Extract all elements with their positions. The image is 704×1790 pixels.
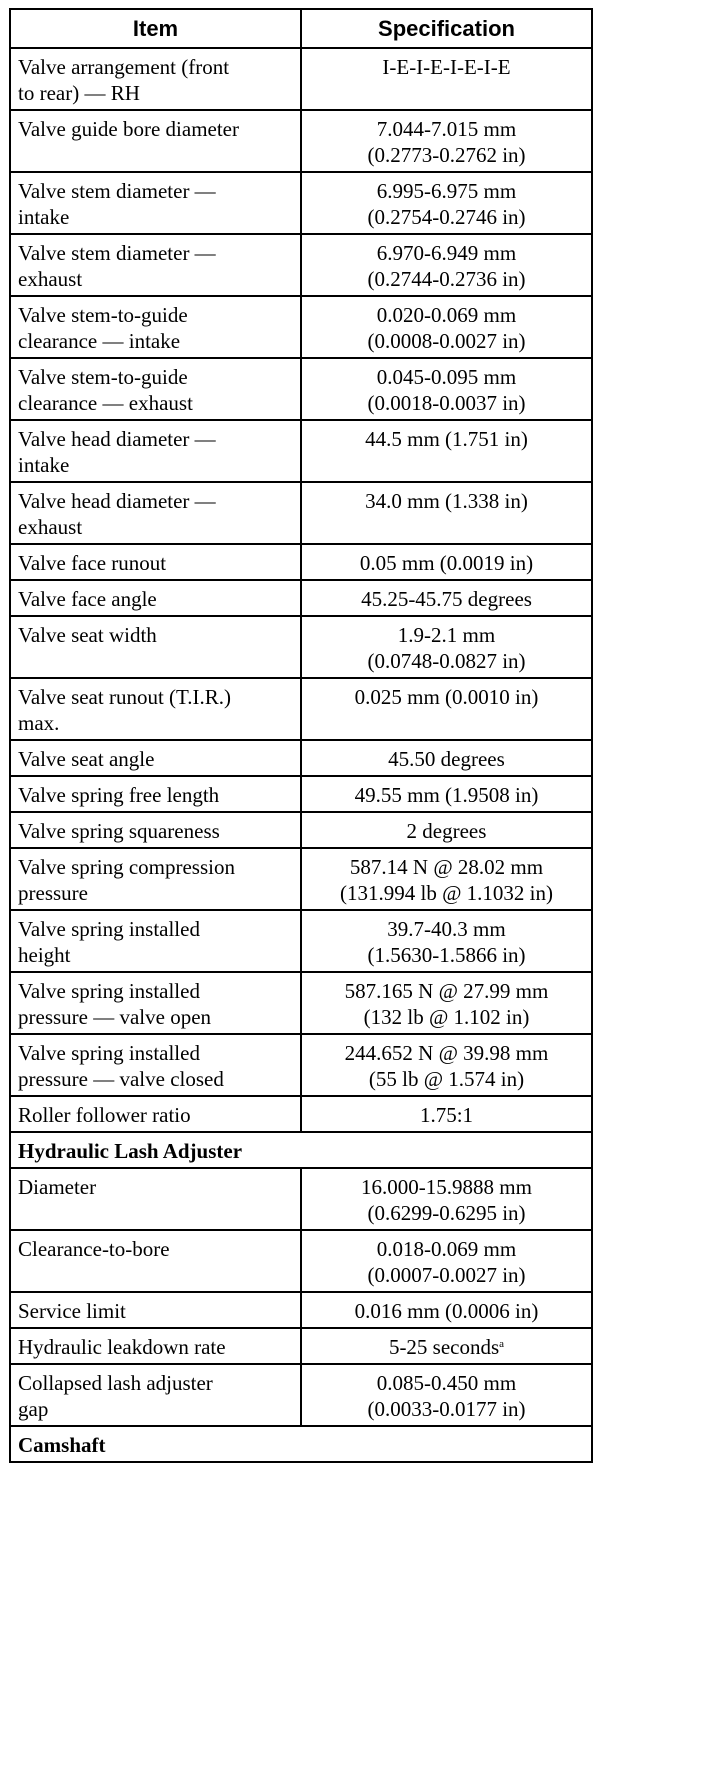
item-cell bbox=[10, 234, 301, 296]
spec-cell bbox=[301, 358, 592, 420]
item-text: gap bbox=[18, 1397, 49, 1421]
spec-value: 6.995-6.975 mm bbox=[376, 179, 517, 203]
spec-text bbox=[306, 1174, 587, 1200]
header-row bbox=[10, 9, 592, 48]
item-cell bbox=[10, 482, 301, 544]
item-cell bbox=[10, 1230, 301, 1292]
spec-value: (0.0007-0.0027 in) bbox=[367, 1263, 526, 1287]
item-cell bbox=[10, 812, 301, 848]
table-row bbox=[10, 1364, 592, 1426]
spec-value: 16.000-15.9888 mm bbox=[361, 1175, 532, 1199]
item-text: max. bbox=[18, 711, 60, 735]
table-row bbox=[10, 544, 592, 580]
spec-value: 0.016 mm (0.0006 in) bbox=[354, 1299, 539, 1323]
section-title: Camshaft bbox=[10, 1426, 592, 1462]
table-row bbox=[10, 1034, 592, 1096]
table-row bbox=[10, 812, 592, 848]
table-row bbox=[10, 358, 592, 420]
item-text: Valve stem diameter — bbox=[18, 179, 216, 203]
item-cell bbox=[10, 358, 301, 420]
spec-cell bbox=[301, 544, 592, 580]
spec-text bbox=[306, 116, 587, 142]
item-cell bbox=[10, 972, 301, 1034]
spec-text bbox=[306, 1102, 587, 1128]
item-text: Valve arrangement (front bbox=[18, 55, 230, 79]
item-cell bbox=[10, 1328, 301, 1364]
spec-text bbox=[306, 390, 587, 416]
footnote-marker: a bbox=[499, 1338, 505, 1350]
table-row bbox=[10, 1168, 592, 1230]
item-text: Valve seat width bbox=[18, 623, 157, 647]
spec-text bbox=[306, 426, 587, 452]
spec-cell bbox=[301, 482, 592, 544]
table-row bbox=[10, 848, 592, 910]
item-text: Clearance-to-bore bbox=[18, 1237, 170, 1261]
spec-text bbox=[306, 782, 587, 808]
spec-text bbox=[306, 648, 587, 674]
spec-text bbox=[306, 266, 587, 292]
spec-cell bbox=[301, 812, 592, 848]
spec-text bbox=[306, 54, 587, 80]
item-text: height bbox=[18, 943, 71, 967]
table-row bbox=[10, 172, 592, 234]
spec-value: (0.2773-0.2762 in) bbox=[367, 143, 526, 167]
item-text: to rear) — RH bbox=[18, 81, 140, 105]
spec-value: 0.085-0.450 mm bbox=[376, 1371, 517, 1395]
item-text: Valve stem diameter — bbox=[18, 241, 216, 265]
spec-cell bbox=[301, 234, 592, 296]
spec-text bbox=[306, 622, 587, 648]
table-row bbox=[10, 48, 592, 110]
table-row bbox=[10, 740, 592, 776]
spec-cell bbox=[301, 1096, 592, 1132]
item-cell bbox=[10, 420, 301, 482]
spec-value: (0.0018-0.0037 in) bbox=[367, 391, 526, 415]
item-cell bbox=[10, 1096, 301, 1132]
spec-value: I-E-I-E-I-E-I-E bbox=[382, 55, 511, 79]
spec-text bbox=[306, 364, 587, 390]
spec-value: 0.025 mm (0.0010 in) bbox=[354, 685, 539, 709]
spec-text bbox=[306, 302, 587, 328]
spec-text bbox=[306, 586, 587, 612]
spec-value: (0.6299-0.6295 in) bbox=[367, 1201, 526, 1225]
spec-text bbox=[306, 880, 587, 906]
table-row bbox=[10, 580, 592, 616]
table-row bbox=[10, 234, 592, 296]
section-title: Hydraulic Lash Adjuster bbox=[10, 1132, 592, 1168]
spec-text bbox=[306, 1200, 587, 1226]
spec-value: 7.044-7.015 mm bbox=[376, 117, 517, 141]
item-cell bbox=[10, 172, 301, 234]
spec-value: 0.018-0.069 mm bbox=[376, 1237, 517, 1261]
spec-text bbox=[306, 240, 587, 266]
item-cell bbox=[10, 776, 301, 812]
spec-value: (0.0033-0.0177 in) bbox=[367, 1397, 526, 1421]
spec-text bbox=[306, 746, 587, 772]
table-row bbox=[10, 482, 592, 544]
table-row bbox=[10, 678, 592, 740]
item-text: Valve stem-to-guide bbox=[18, 365, 188, 389]
table-row bbox=[10, 1096, 592, 1132]
spec-cell bbox=[301, 110, 592, 172]
item-text: clearance — exhaust bbox=[18, 391, 193, 415]
item-text: Roller follower ratio bbox=[18, 1103, 191, 1127]
spec-value: 1.9-2.1 mm bbox=[397, 623, 496, 647]
item-text: Valve head diameter — bbox=[18, 427, 216, 451]
item-text: exhaust bbox=[18, 267, 83, 291]
spec-value: 49.55 mm (1.9508 in) bbox=[354, 783, 539, 807]
spec-cell bbox=[301, 848, 592, 910]
spec-cell bbox=[301, 420, 592, 482]
spec-text bbox=[306, 1370, 587, 1396]
item-text: Valve spring installed bbox=[18, 1041, 200, 1065]
item-text: Valve face runout bbox=[18, 551, 167, 575]
spec-value: 44.5 mm (1.751 in) bbox=[365, 427, 528, 451]
spec-cell bbox=[301, 740, 592, 776]
spec-value: 39.7-40.3 mm bbox=[387, 917, 506, 941]
spec-text bbox=[306, 1066, 587, 1092]
item-cell bbox=[10, 1168, 301, 1230]
header-specification: Specification bbox=[301, 9, 592, 48]
item-cell bbox=[10, 740, 301, 776]
spec-value: 244.652 N @ 39.98 mm bbox=[344, 1041, 549, 1065]
spec-cell bbox=[301, 910, 592, 972]
table-row bbox=[10, 420, 592, 482]
spec-value: 2 degrees bbox=[406, 819, 487, 843]
spec-value: 0.020-0.069 mm bbox=[376, 303, 517, 327]
spec-cell bbox=[301, 616, 592, 678]
spec-text bbox=[306, 978, 587, 1004]
table-row bbox=[10, 1328, 592, 1364]
spec-cell bbox=[301, 580, 592, 616]
item-text: Valve seat angle bbox=[18, 747, 155, 771]
spec-value: (0.2744-0.2736 in) bbox=[367, 267, 526, 291]
spec-cell bbox=[301, 972, 592, 1034]
spec-text bbox=[306, 1298, 587, 1324]
item-cell bbox=[10, 910, 301, 972]
item-cell bbox=[10, 296, 301, 358]
item-text: Valve guide bore diameter bbox=[18, 117, 239, 141]
item-text: Valve face angle bbox=[18, 587, 157, 611]
item-cell bbox=[10, 1364, 301, 1426]
item-cell bbox=[10, 848, 301, 910]
item-cell bbox=[10, 110, 301, 172]
item-text: Diameter bbox=[18, 1175, 97, 1199]
table-row bbox=[10, 110, 592, 172]
spec-cell bbox=[301, 1168, 592, 1230]
item-text: Valve stem-to-guide bbox=[18, 303, 188, 327]
spec-text bbox=[306, 1040, 587, 1066]
table-row bbox=[10, 296, 592, 358]
spec-cell bbox=[301, 776, 592, 812]
spec-value: 0.05 mm (0.0019 in) bbox=[359, 551, 534, 575]
spec-value: (55 lb @ 1.574 in) bbox=[368, 1067, 525, 1091]
section-header-row bbox=[10, 1132, 592, 1168]
item-text: clearance — intake bbox=[18, 329, 181, 353]
item-cell bbox=[10, 48, 301, 110]
spec-text bbox=[306, 1262, 587, 1288]
table-row bbox=[10, 972, 592, 1034]
item-text: exhaust bbox=[18, 515, 83, 539]
item-cell bbox=[10, 1034, 301, 1096]
spec-value: 5-25 seconds bbox=[388, 1335, 500, 1359]
spec-cell bbox=[301, 48, 592, 110]
spec-text bbox=[306, 916, 587, 942]
spec-value: 34.0 mm (1.338 in) bbox=[365, 489, 528, 513]
item-text: Valve spring free length bbox=[18, 783, 220, 807]
spec-value: 0.045-0.095 mm bbox=[376, 365, 517, 389]
item-text: pressure bbox=[18, 881, 88, 905]
item-text: Valve seat runout (T.I.R.) bbox=[18, 685, 232, 709]
table-row bbox=[10, 616, 592, 678]
item-cell bbox=[10, 544, 301, 580]
table-row bbox=[10, 1230, 592, 1292]
header-item: Item bbox=[10, 9, 301, 48]
spec-table-body bbox=[10, 48, 592, 1462]
spec-value: 45.25-45.75 degrees bbox=[361, 587, 532, 611]
spec-value: (0.0008-0.0027 in) bbox=[367, 329, 526, 353]
spec-value: (0.2754-0.2746 in) bbox=[367, 205, 526, 229]
item-text: pressure — valve open bbox=[18, 1005, 212, 1029]
section-header-row bbox=[10, 1426, 592, 1462]
item-text: Collapsed lash adjuster bbox=[18, 1371, 213, 1395]
item-text: Service limit bbox=[18, 1299, 126, 1323]
item-text: Valve spring squareness bbox=[18, 819, 220, 843]
spec-text bbox=[306, 1236, 587, 1262]
spec-cell bbox=[301, 1364, 592, 1426]
item-cell bbox=[10, 580, 301, 616]
spec-text bbox=[306, 488, 587, 514]
spec-text bbox=[306, 1396, 587, 1422]
spec-cell bbox=[301, 678, 592, 740]
spec-text bbox=[306, 142, 587, 168]
spec-text bbox=[306, 1334, 587, 1360]
spec-value: 587.165 N @ 27.99 mm bbox=[344, 979, 549, 1003]
spec-text bbox=[306, 550, 587, 576]
item-cell bbox=[10, 678, 301, 740]
spec-value: (1.5630-1.5866 in) bbox=[367, 943, 526, 967]
table-row bbox=[10, 910, 592, 972]
spec-cell bbox=[301, 1230, 592, 1292]
spec-text bbox=[306, 818, 587, 844]
table-row bbox=[10, 1292, 592, 1328]
spec-text bbox=[306, 942, 587, 968]
spec-text bbox=[306, 204, 587, 230]
item-text: intake bbox=[18, 453, 70, 477]
spec-value: (132 lb @ 1.102 in) bbox=[363, 1005, 530, 1029]
spec-cell bbox=[301, 172, 592, 234]
spec-value: 6.970-6.949 mm bbox=[376, 241, 517, 265]
spec-text bbox=[306, 1004, 587, 1030]
table-row bbox=[10, 776, 592, 812]
item-cell bbox=[10, 1292, 301, 1328]
item-cell bbox=[10, 616, 301, 678]
spec-text bbox=[306, 178, 587, 204]
spec-cell bbox=[301, 1292, 592, 1328]
item-text: Valve spring compression bbox=[18, 855, 235, 879]
spec-cell bbox=[301, 1328, 592, 1364]
spec-value: (131.994 lb @ 1.1032 in) bbox=[340, 881, 553, 905]
item-text: Valve spring installed bbox=[18, 979, 200, 1003]
item-text: intake bbox=[18, 205, 70, 229]
spec-text bbox=[306, 684, 587, 710]
spec-table bbox=[9, 8, 593, 1463]
spec-value: 45.50 degrees bbox=[388, 747, 505, 771]
spec-value: (0.0748-0.0827 in) bbox=[367, 649, 526, 673]
spec-cell bbox=[301, 1034, 592, 1096]
item-text: Valve head diameter — bbox=[18, 489, 216, 513]
item-text: Hydraulic leakdown rate bbox=[18, 1335, 226, 1359]
item-text: pressure — valve closed bbox=[18, 1067, 224, 1091]
spec-value: 587.14 N @ 28.02 mm bbox=[349, 855, 544, 879]
item-text: Valve spring installed bbox=[18, 917, 200, 941]
spec-text bbox=[306, 854, 587, 880]
spec-text bbox=[306, 328, 587, 354]
spec-cell bbox=[301, 296, 592, 358]
spec-value: 1.75:1 bbox=[419, 1103, 474, 1127]
